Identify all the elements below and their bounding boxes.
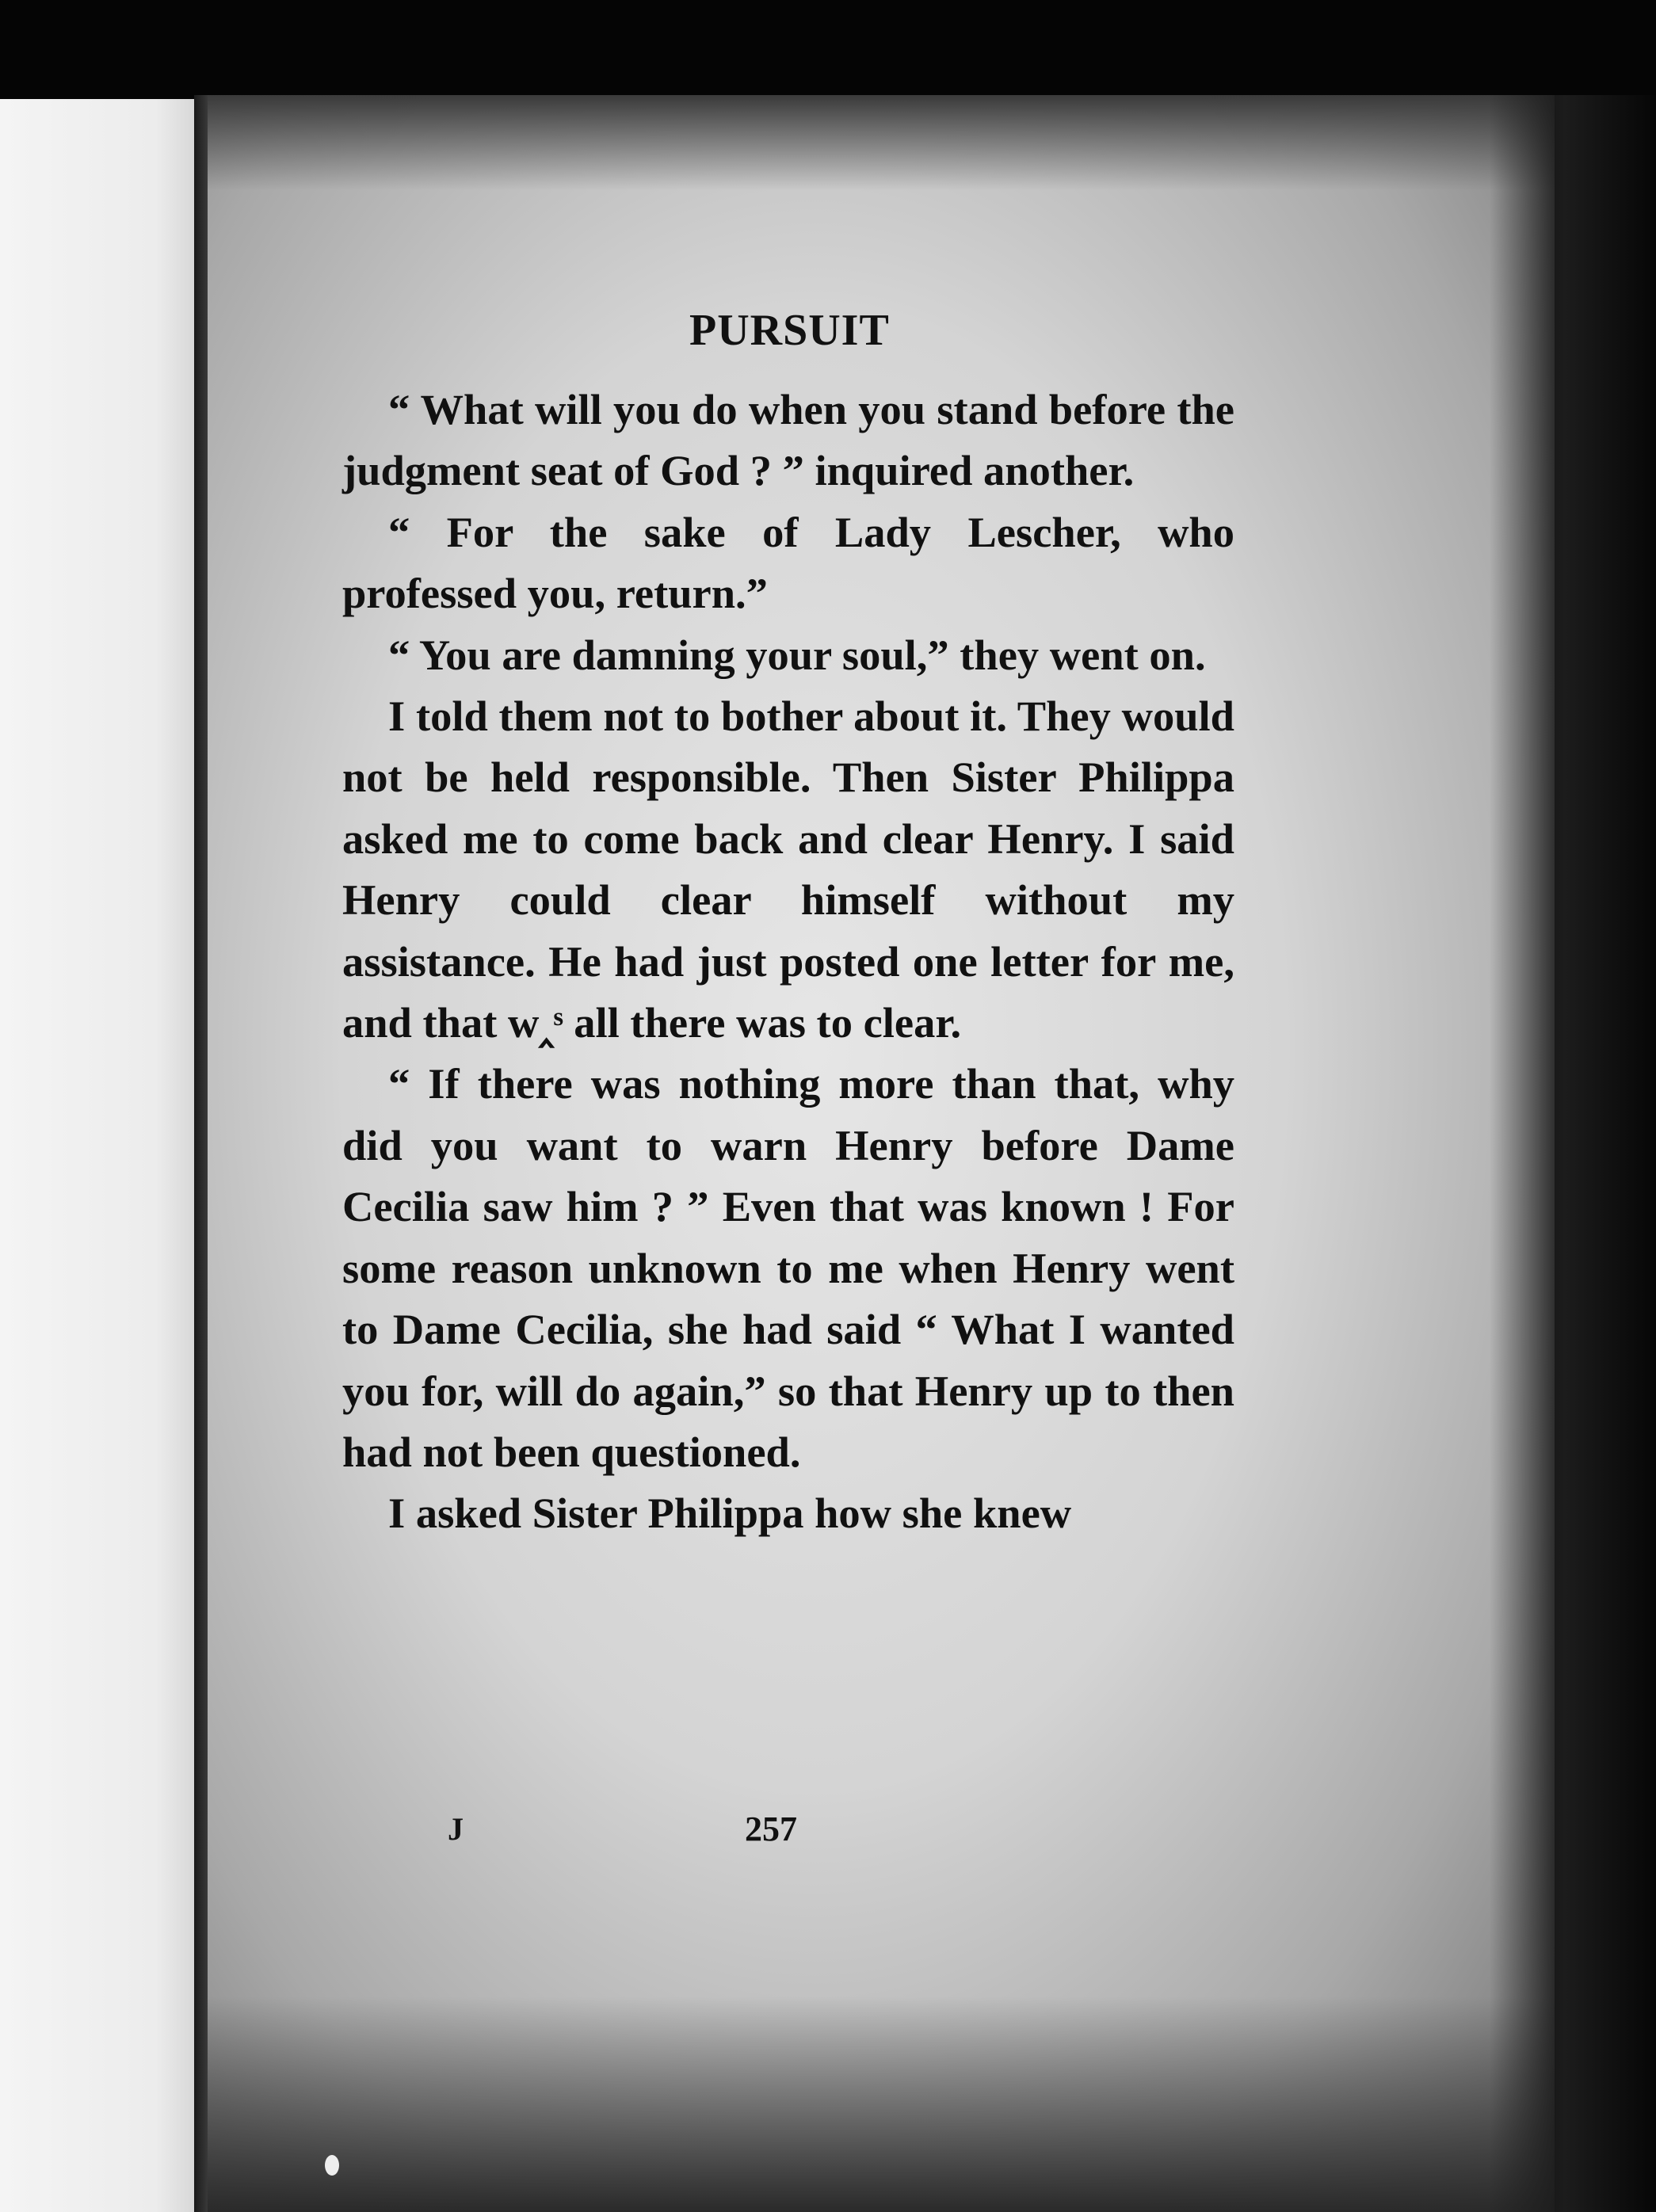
paragraph: I asked Sister Philippa how she knew (388, 1489, 1072, 1538)
paragraph: “ If there was nothing more than that, why did you want to warn Henry before Dame Cecilia saw him ? ” Even that was known ! For some reason unknown to me when Henry went to Dame Cecilia, she had said “ What I wanted you for, will do again,” so that Henry up to then had not been questioned. (342, 1059, 1234, 1476)
book-gutter (194, 95, 208, 2212)
body-text (342, 379, 1234, 1544)
facing-page-edge (0, 99, 194, 2212)
paragraph: I told them not to bother about it. They would not be held responsible. Then Sister Philippa asked me to come back and clear Henry. I said Henry could clear himself without my assistance. He had just posted one letter for me, and that w‸ˢ all there was to clear. (342, 692, 1234, 1047)
page-number: 257 (745, 1810, 797, 1848)
signature-mark: J (448, 1811, 464, 1847)
page-bottom-shadow (208, 1997, 1555, 2212)
scan-speck (325, 2155, 339, 2176)
page-top-shadow (208, 95, 1555, 190)
running-head: PURSUIT (689, 306, 890, 355)
paragraph: “ You are damning your soul,” they went on. (388, 630, 1206, 679)
page-right-shadow (1490, 95, 1656, 2212)
paragraph: “ For the sake of Lady Lescher, who professed you, return.” (342, 507, 1234, 618)
paragraph: “ What will you do when you stand before the judgment seat of God ? ” inquired another. (342, 385, 1234, 495)
